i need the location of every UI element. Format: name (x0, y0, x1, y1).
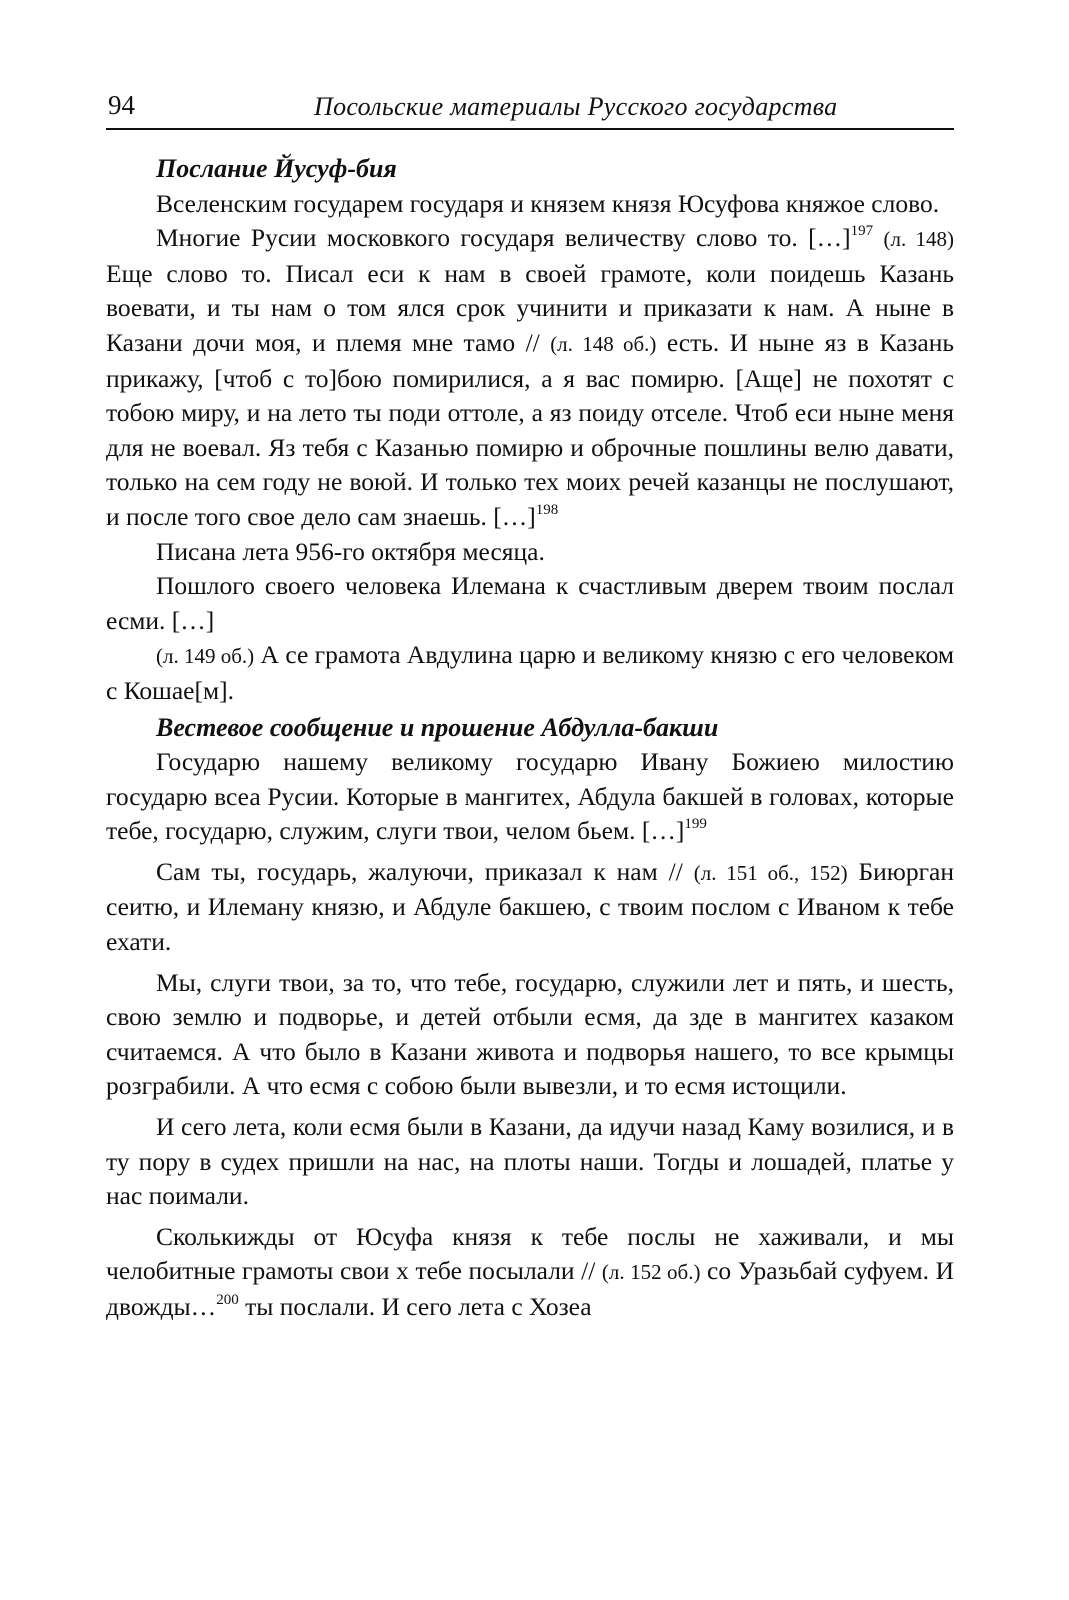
folio-reference: (л. 152 об.) (601, 1260, 701, 1285)
folio-reference: (л. 148 об.) (550, 331, 657, 356)
footnote-marker: 200 (216, 1292, 239, 1308)
paragraph (106, 221, 954, 534)
paragraph-text: ты послали. И сего лета с Хозеа (238, 1292, 592, 1321)
running-header (106, 88, 954, 130)
section-heading: Вестевое сообщение и прошение Абдулла-бакши (156, 712, 719, 742)
paragraph: Пошлого своего человека Илемана к счастливым дверем твоим послал есми. […] (106, 571, 954, 635)
paragraph (106, 855, 954, 960)
paragraph (106, 1220, 954, 1325)
footnote-marker: 198 (535, 501, 559, 518)
folio-reference: (л. 148) (883, 227, 955, 252)
page-number: 94 (108, 90, 135, 120)
running-title: Посольские материалы Русского государства (314, 92, 838, 121)
footnote-marker: 197 (850, 223, 874, 240)
paragraph-text: Биюрган сеитю, и Илеману князю, и Абдуле бакшею, с твоим послом с Иваном к тебе ехати. (106, 856, 955, 957)
book-page (106, 88, 954, 1325)
footnote-marker: 199 (684, 816, 707, 833)
paragraph: Вселенским государем государя и князем князя Юсуфова княжое слово. (156, 188, 940, 218)
paragraph: И сего лета, коли есмя были в Казани, да идучи назад Каму возилися, и в ту пору в судех пришли на нас, на плоты наши. Тогды и лошадей, платье у нас поимали. (106, 1112, 954, 1211)
paragraph-text: со Уразьбай суфуем. И двожды… (106, 1256, 955, 1321)
folio-reference: (л. 151 об., 152) (693, 860, 848, 885)
section-heading: Послание Йусуф-бия (156, 154, 397, 183)
paragraph (106, 745, 954, 849)
paragraph (106, 638, 954, 708)
paragraph-text: Сколькижды от Юсуфа князя к тебе послы не хаживали, и мы челобитные грамоты свои х тебе посылали // (106, 1221, 954, 1286)
paragraph-text: Сам ты, государь, жалуючи, приказал к нам // (156, 856, 694, 886)
paragraph-text: Многие Русии московкого государя величеству слово то. […] (156, 223, 851, 253)
paragraph: Писана лета 956-го октября месяца. (156, 536, 545, 566)
paragraph-text: А се грамота Авдулина царю и великому князю с его человеком с Кошае[м]. (106, 640, 954, 705)
paragraph: Мы, слуги твои, за то, что тебе, государю, служили лет и пять, и шесть, свою землю и подворье, и детей отбыли есмя, да зде в мангитех казаком считаемся. А что было в Казани живота и подворья нашего, то все крымцы розграбили. А что есмя с собою были вывезли, и то есмя истощили. (106, 967, 954, 1101)
document-body (106, 152, 954, 1325)
paragraph-text: есть. И ныне яз в Казань прикажу, [чтоб с то]бою помирилися, а я вас помирю. [Аще] не похотят с тобою миру, и на лето ты поди оттоле, а яз поиду отселе. Чтоб еси ныне меня для не воевал. Яз тебя с Казанью помирю и оброчные пошлины велю давати, только на сем году не воюй. И только тех моих речей казанцы не послушают, и после того свое дело сам знаешь. […] (106, 327, 954, 531)
paragraph-text: Еще слово то. Писал еси к нам в своей грамоте, коли поидешь Казань воевати, и ты нам о том ялся срок учинити и приказати к нам. А ныне в Казани дочи моя, и племя мне тамо // (106, 258, 954, 357)
paragraph-text: Государю нашему великому государю Ивану Божиею милостию государю всеа Русии. Которые в мангитех, Абдула бакшей в головах, которые тебе, государю, служим, слуги твои, челом бьем. […] (106, 747, 954, 846)
folio-reference: (л. 149 об.) (156, 644, 255, 669)
